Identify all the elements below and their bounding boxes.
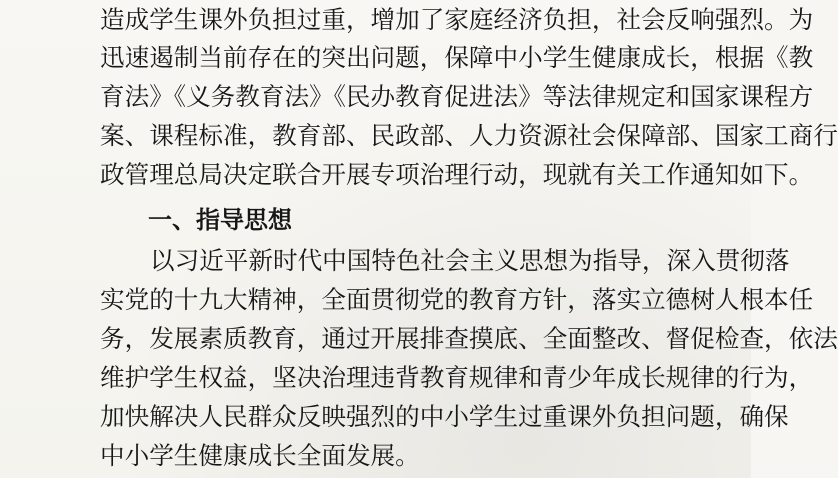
text-line: 务，发展素质教育，通过开展排查摸底、全面整改、督促检查，依法 (100, 324, 838, 353)
text-line: 迅速遏制当前存在的突出问题，保障中小学生健康成长，根据《教 (100, 43, 814, 72)
section-heading: 一、指导思想 (148, 206, 292, 234)
text-line: 加快解决人民群众反映强烈的中小学生过重课外负担问题，确保 (100, 402, 789, 431)
text-line: 中小学生健康成长全面发展。 (100, 441, 420, 470)
text-line: 实党的十九大精神，全面贯彻党的教育方针，落实立德树人根本任 (100, 285, 814, 314)
text-line: 以习近平新时代中国特色社会主义思想为指导，深入贯彻落 (150, 246, 790, 275)
text-line: 造成学生课外负担过重，增加了家庭经济负担，社会反响强烈。为 (100, 5, 814, 34)
text-line: 维护学生权益，坚决治理违背教育规律和青少年成长规律的行为， (100, 363, 814, 392)
text-line: 政管理总局决定联合开展专项治理行动，现就有关工作通知如下。 (100, 160, 814, 189)
text-line: 案、课程标准，教育部、民政部、人力资源社会保障部、国家工商行 (100, 121, 838, 150)
text-line: 育法》《义务教育法》《民办教育促进法》等法律规定和国家课程方 (100, 82, 814, 111)
